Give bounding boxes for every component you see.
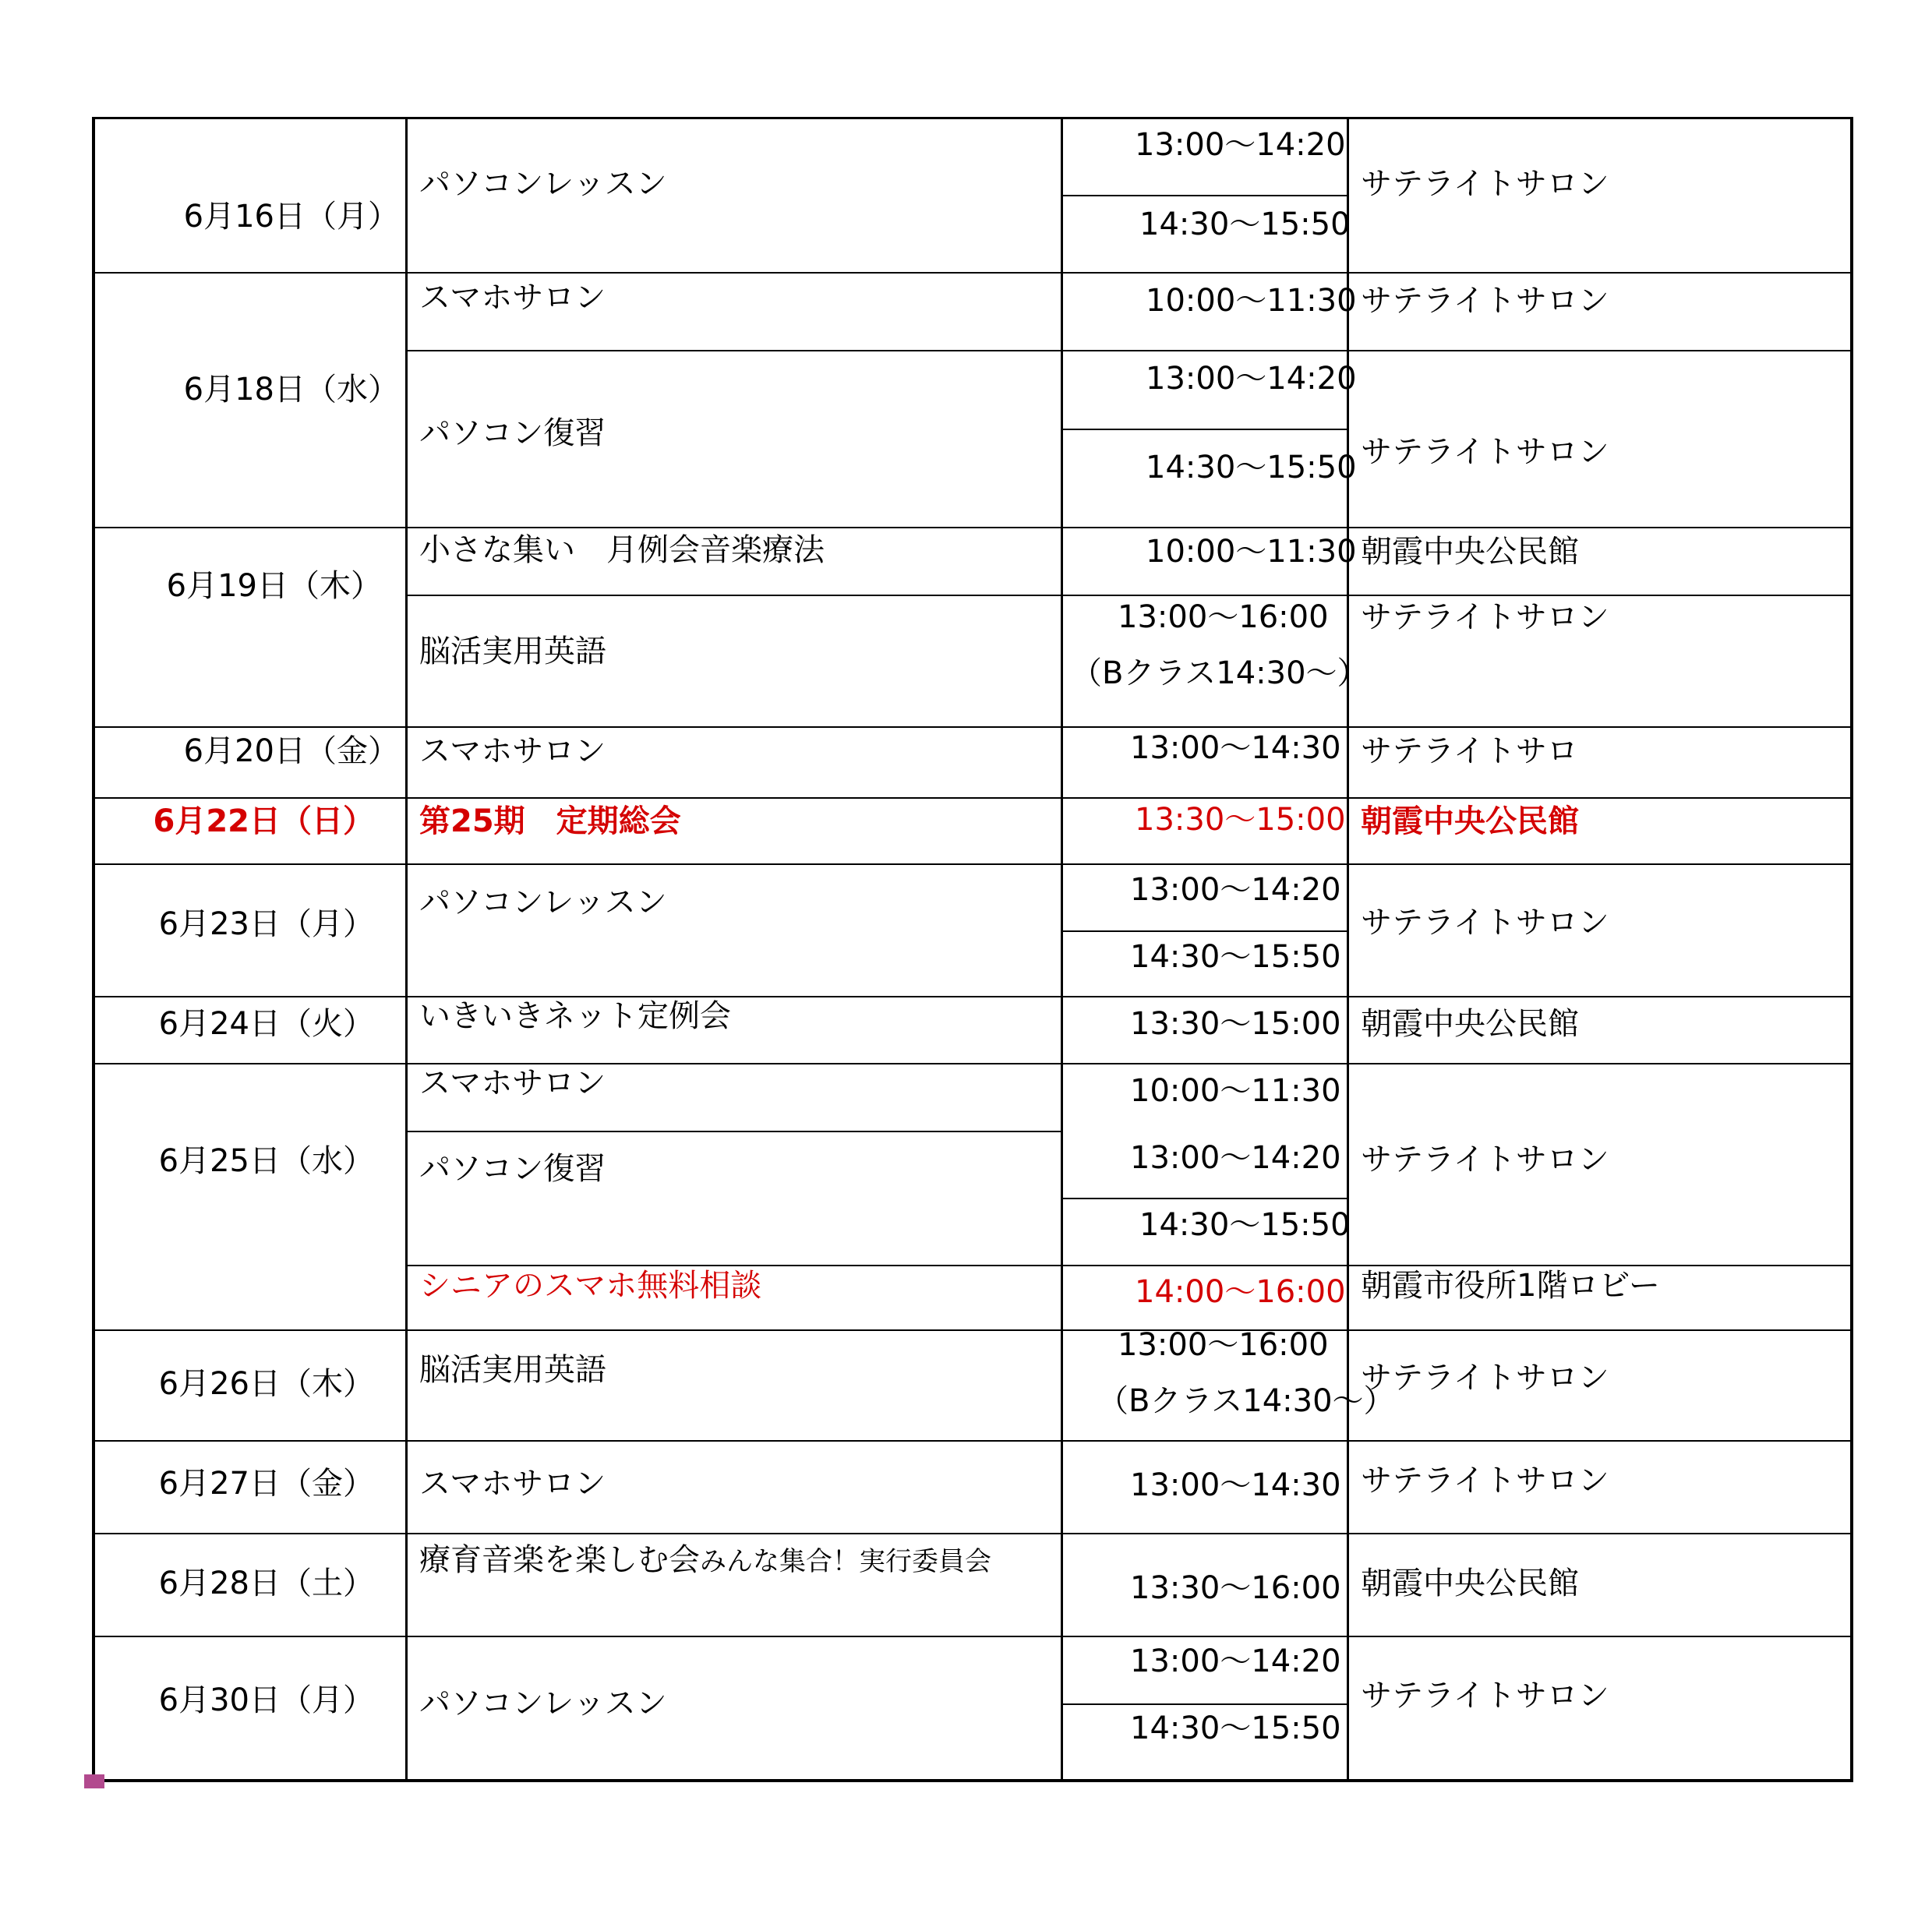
event-time: 13:00～14:20 [1146, 361, 1357, 397]
event-name-main: 療育音楽を楽しむ会 [419, 1542, 700, 1578]
event-name: 小さな集い 月例会音楽療法 [419, 532, 825, 568]
event-divider [405, 1131, 1062, 1132]
date-cell: 6月19日（木） [166, 568, 382, 604]
event-time: 13:00～16:00 [1118, 599, 1329, 635]
event-divider [405, 595, 1853, 596]
event-name-highlight: 第25期 定期総会 [419, 803, 681, 839]
event-time-highlight: 14:00～16:00 [1135, 1274, 1346, 1310]
event-time: 10:00～11:30 [1146, 283, 1357, 319]
date-cell: 6月24日（火） [158, 1006, 374, 1042]
event-venue: 朝霞中央公民館 [1361, 1566, 1579, 1601]
event-venue-highlight: 朝霞中央公民館 [1361, 803, 1579, 839]
event-name: パソコン復習 [419, 415, 606, 451]
event-name: スマホサロン [419, 1065, 606, 1101]
event-time: 13:00～14:30 [1130, 730, 1341, 766]
event-name: 脳活実用英語 [419, 1352, 606, 1388]
time-divider [1061, 195, 1348, 196]
row-divider [92, 1063, 1853, 1064]
row-divider [92, 527, 1853, 528]
event-time-note: （Bクラス14:30～） [1071, 655, 1369, 691]
event-time: 10:00～11:30 [1130, 1073, 1341, 1109]
event-name [419, 1541, 991, 1580]
time-divider [1061, 1703, 1348, 1705]
event-name: いきいきネット定例会 [419, 998, 731, 1034]
event-divider [405, 1265, 1853, 1266]
event-name: パソコンレッスン [419, 884, 667, 920]
date-cell: 6月20日（金） [183, 733, 399, 769]
event-time: 14:30～15:50 [1146, 450, 1357, 485]
event-venue: 朝霞中央公民館 [1361, 1006, 1579, 1042]
event-name: スマホサロン [419, 1466, 606, 1502]
row-divider [92, 1440, 1853, 1442]
event-time: 13:30～16:00 [1130, 1570, 1341, 1606]
event-name-highlight: シニアのスマホ無料相談 [419, 1268, 762, 1304]
event-time: 14:30～15:50 [1130, 1710, 1341, 1746]
event-venue: サテライトサロ [1361, 733, 1578, 769]
date-cell: 6月18日（水） [183, 372, 399, 408]
event-time: 14:30～15:50 [1139, 207, 1351, 242]
row-divider [92, 1329, 1853, 1331]
event-venue: 朝霞市役所1階ロビー [1361, 1268, 1660, 1304]
row-divider [92, 272, 1853, 274]
row-divider [92, 797, 1853, 799]
event-time-highlight: 13:30～15:00 [1135, 802, 1346, 838]
event-venue: サテライトサロン [1361, 1142, 1609, 1177]
date-cell-highlight: 6月22日（日） [153, 803, 374, 839]
time-divider [1061, 429, 1348, 430]
event-venue: サテライトサロン [1361, 1463, 1609, 1499]
event-venue: サテライトサロン [1361, 1678, 1609, 1714]
event-time: 13:00～14:20 [1130, 1643, 1341, 1679]
event-time-note: （Bクラス14:30～） [1097, 1383, 1395, 1419]
date-cell: 6月23日（月） [158, 906, 374, 942]
event-name: パソコン復習 [419, 1151, 606, 1187]
event-time: 14:30～15:50 [1139, 1207, 1351, 1243]
row-divider [92, 1636, 1853, 1637]
event-name: 脳活実用英語 [419, 634, 606, 669]
row-divider [92, 1533, 1853, 1534]
event-venue: サテライトサロン [1361, 166, 1609, 202]
corner-marker-decoration [84, 1774, 104, 1788]
event-time: 13:00～16:00 [1118, 1327, 1329, 1363]
time-divider [1061, 1198, 1348, 1199]
event-time: 13:00～14:20 [1130, 872, 1341, 908]
table-border-top [92, 117, 1853, 119]
row-divider [92, 863, 1853, 865]
event-time: 14:30～15:50 [1130, 939, 1341, 975]
event-name: スマホサロン [419, 733, 606, 769]
event-time: 13:30～15:00 [1130, 1006, 1341, 1042]
event-time: 13:00～14:30 [1130, 1467, 1341, 1503]
event-name: パソコンレッスン [419, 166, 667, 202]
event-venue: サテライトサロン [1361, 1360, 1609, 1396]
table-border-bottom [92, 1779, 1853, 1782]
date-cell: 6月16日（月） [183, 199, 399, 235]
date-cell: 6月27日（金） [158, 1466, 374, 1502]
event-time: 13:00～14:20 [1130, 1140, 1341, 1176]
event-name: スマホサロン [419, 280, 606, 316]
row-divider [92, 726, 1853, 728]
row-divider [92, 996, 1853, 997]
time-divider [1061, 930, 1348, 932]
date-cell: 6月25日（水） [158, 1143, 374, 1179]
date-cell: 6月30日（月） [158, 1682, 374, 1718]
event-venue: サテライトサロン [1361, 283, 1609, 319]
event-venue: サテライトサロン [1361, 434, 1609, 470]
event-time: 13:00～14:20 [1135, 127, 1346, 163]
date-cell: 6月28日（土） [158, 1566, 374, 1601]
event-venue: サテライトサロン [1361, 905, 1609, 941]
event-venue: サテライトサロン [1361, 599, 1609, 635]
event-name-suffix: みんな集合！実行委員会 [700, 1546, 991, 1577]
event-divider [405, 350, 1853, 351]
event-time: 10:00～11:30 [1146, 534, 1357, 570]
event-name: パソコンレッスン [419, 1686, 667, 1721]
date-cell: 6月26日（木） [158, 1366, 374, 1402]
event-venue: 朝霞中央公民館 [1361, 534, 1579, 570]
